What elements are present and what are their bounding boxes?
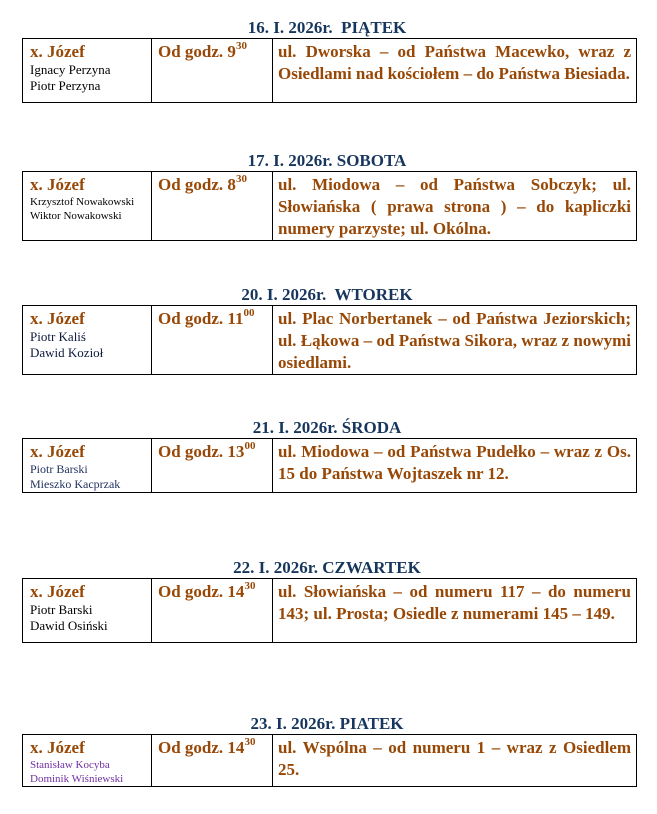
priest-name: x. Józef bbox=[30, 309, 85, 328]
participants-cell bbox=[23, 735, 152, 787]
day-block bbox=[22, 18, 632, 103]
start-time: Od godz. $11^{00}$ bbox=[158, 307, 255, 328]
helper-name: Piotr Kaliś bbox=[30, 329, 86, 344]
start-time: Od godz. $14^{30}$ bbox=[158, 580, 256, 601]
time-minutes: 30 bbox=[235, 173, 247, 186]
day-title: 22. I. 2026r. CZWARTEK bbox=[233, 558, 421, 577]
helper-name: Krzysztof Nowakowski bbox=[30, 196, 135, 208]
route-cell bbox=[273, 306, 637, 375]
schedule-table bbox=[22, 305, 637, 375]
route-cell bbox=[273, 735, 637, 787]
schedule-table bbox=[22, 38, 637, 103]
priest-name: x. Józef bbox=[30, 442, 85, 461]
schedule-table bbox=[22, 438, 637, 493]
table-row bbox=[23, 172, 637, 241]
priest-name: x. Józef bbox=[30, 42, 85, 61]
priest-name: x. Józef bbox=[30, 582, 85, 601]
time-minutes: 00 bbox=[243, 307, 255, 320]
schedule-table bbox=[22, 171, 637, 241]
route-cell bbox=[273, 579, 637, 643]
table-row bbox=[23, 735, 637, 787]
route-description: ul. Plac Norbertanek – od Państwa Jeziorskich; ul. Łąkowa – od Państwa Sikora, wraz z nowymi osiedlami. bbox=[278, 309, 631, 372]
time-cell bbox=[152, 439, 273, 493]
schedule-table bbox=[22, 734, 637, 787]
participants-cell bbox=[23, 579, 152, 643]
start-time: Od godz. $14^{30}$ bbox=[158, 736, 256, 757]
day-block bbox=[22, 285, 632, 375]
day-block bbox=[22, 714, 632, 787]
day-title: 17. I. 2026r. SOBOTA bbox=[247, 151, 407, 170]
route-cell bbox=[273, 39, 637, 103]
day-title: 20. I. 2026r. WTOREK bbox=[241, 285, 413, 304]
priest-name: x. Józef bbox=[30, 175, 85, 194]
day-title: 23. I. 2026r. PIATEK bbox=[250, 714, 404, 733]
time-minutes: 30 bbox=[244, 736, 256, 749]
time-minutes: 00 bbox=[244, 440, 256, 453]
time-minutes: 30 bbox=[235, 40, 247, 53]
helper-name: Piotr Perzyna bbox=[30, 78, 101, 93]
priest-name: x. Józef bbox=[30, 738, 85, 757]
route-description: ul. Wspólna – od numeru 1 – wraz z Osiedlem 25. bbox=[278, 738, 631, 779]
helper-name: Wiktor Nowakowski bbox=[30, 210, 122, 222]
start-time: Od godz. $8^{30}$ bbox=[158, 173, 247, 194]
helper-name: Ignacy Perzyna bbox=[30, 62, 111, 77]
helper-name: Mieszko Kacprzak bbox=[30, 477, 121, 491]
helper-name: Dominik Wiśniewski bbox=[30, 773, 124, 785]
schedule-table bbox=[22, 578, 637, 643]
time-cell bbox=[152, 579, 273, 643]
day-title: 16. I. 2026r. PIĄTEK bbox=[247, 18, 407, 37]
time-cell bbox=[152, 735, 273, 787]
time-minutes: 30 bbox=[244, 580, 256, 593]
start-time: Od godz. $13^{00}$ bbox=[158, 440, 256, 461]
table-row bbox=[23, 306, 637, 375]
participants-cell bbox=[23, 39, 152, 103]
helper-name: Dawid Kozioł bbox=[30, 345, 104, 360]
helper-name: Piotr Barski bbox=[30, 602, 93, 617]
table-row bbox=[23, 39, 637, 103]
time-cell bbox=[152, 172, 273, 241]
participants-cell bbox=[23, 172, 152, 241]
route-description: ul. Dworska – od Państwa Macewko, wraz z Osiedlami nad kościołem – do Państwa Biesiada. bbox=[278, 42, 631, 83]
table-row bbox=[23, 439, 637, 493]
helper-name: Dawid Osiński bbox=[30, 618, 108, 633]
day-block bbox=[22, 558, 632, 643]
route-description: ul. Miodowa – od Państwa Sobczyk; ul. Słowiańska ( prawa strona ) – do kapliczki numery parzyste; ul. Okólna. bbox=[278, 175, 631, 238]
time-cell bbox=[152, 306, 273, 375]
participants-cell bbox=[23, 306, 152, 375]
route-description: ul. Miodowa – od Państwa Pudełko – wraz z Os. 15 do Państwa Wojtaszek nr 12. bbox=[278, 442, 631, 483]
helper-name: Stanisław Kocyba bbox=[30, 759, 110, 771]
route-cell bbox=[273, 172, 637, 241]
time-cell bbox=[152, 39, 273, 103]
participants-cell bbox=[23, 439, 152, 493]
day-title: 21. I. 2026r. ŚRODA bbox=[252, 418, 402, 437]
helper-name: Piotr Barski bbox=[30, 462, 88, 476]
route-description: ul. Słowiańska – od numeru 117 – do numeru 143; ul. Prosta; Osiedle z numerami 145 – 149. bbox=[278, 582, 631, 623]
day-block bbox=[22, 151, 632, 241]
table-row bbox=[23, 579, 637, 643]
day-block bbox=[22, 418, 632, 493]
start-time: Od godz. $9^{30}$ bbox=[158, 40, 247, 61]
route-cell bbox=[273, 439, 637, 493]
